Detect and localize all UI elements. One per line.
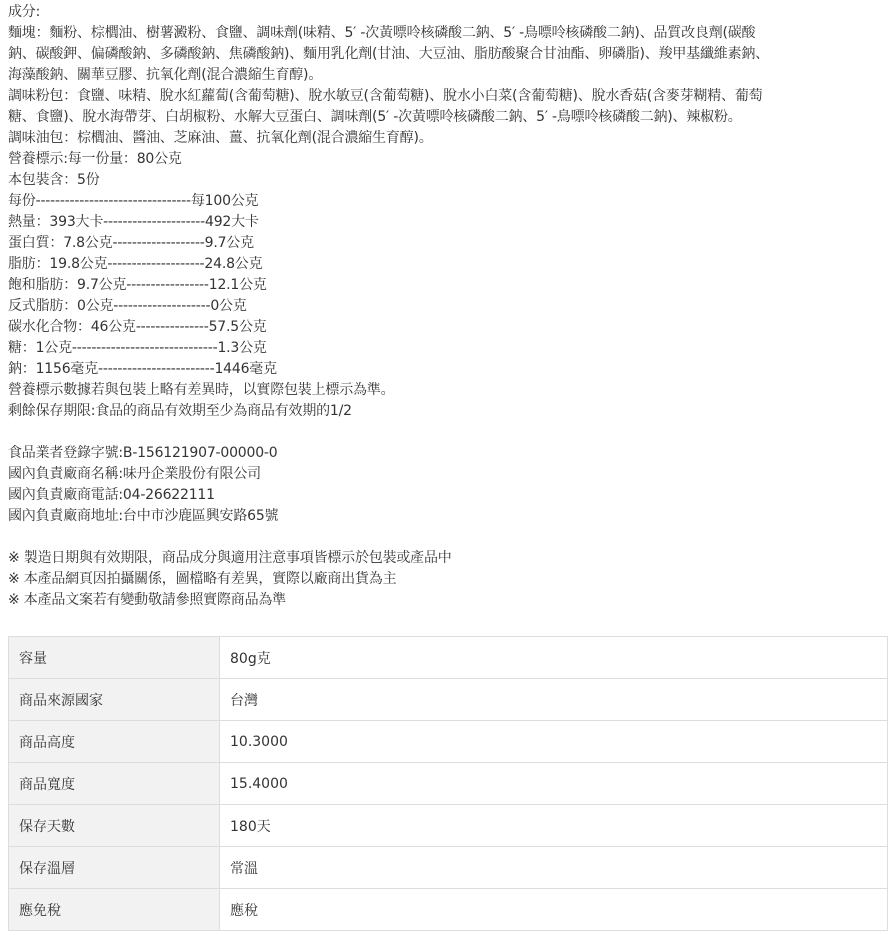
spec-value-tax-status: 應稅 <box>220 889 888 931</box>
product-description <box>8 0 882 611</box>
noodle-ingredients-line: 鈉、碳酸鉀、偏磷酸鈉、多磷酸鈉、焦磷酸鈉)、麵用乳化劑(甘油、大豆油、脂肪酸聚合甘油酯、卵磷脂)、羧甲基纖維素鈉、 <box>8 46 769 62</box>
table-row <box>9 763 888 805</box>
food-business-registration: 食品業者登錄字號:B-156121907-00000-0 <box>8 445 278 461</box>
spacer <box>8 422 882 443</box>
shelf-life-note: 剩餘保存期限:食品的商品有效期至少為商品有效期的1/2 <box>8 403 352 419</box>
nutrition-servings-per-pack: 本包裝含：5份 <box>8 172 100 188</box>
ingredients-heading: 成分: <box>8 4 41 20</box>
table-row <box>9 721 888 763</box>
seasoning-powder-line: 調味粉包：食鹽、味精、脫水紅蘿蔔(含葡萄糖)、脫水敏豆(含葡萄糖)、脫水小白菜(含葡萄糖)、脫水香菇(含麥芽糊精、葡萄 <box>8 88 763 104</box>
table-row <box>9 679 888 721</box>
manufacturer-name: 國內負責廠商名稱:味丹企業股份有限公司 <box>8 466 261 482</box>
noodle-ingredients-line: 海藻酸鈉、關華豆膠、抗氧化劑(混合濃縮生育醇)。 <box>8 67 323 83</box>
spacer <box>8 527 882 548</box>
table-row <box>9 637 888 679</box>
nutrition-saturated-fat-row: 飽和脂肪：9.7公克-----------------12.1公克 <box>8 277 267 293</box>
notice-line: ※ 製造日期與有效期限，商品成分與適用注意事項皆標示於包裝或產品中 <box>8 550 452 566</box>
nutrition-sodium-row: 鈉：1156毫克------------------------1446毫克 <box>8 361 277 377</box>
spec-label-storage-temperature: 保存溫層 <box>9 847 220 889</box>
notice-line: ※ 本產品文案若有變動敬請參照實際商品為準 <box>8 592 286 608</box>
spec-table <box>8 636 888 931</box>
nutrition-disclaimer: 營養標示數據若與包裝上略有差異時，以實際包裝上標示為準。 <box>8 382 395 398</box>
nutrition-header-row: 每份--------------------------------每100公克 <box>8 193 259 209</box>
table-row <box>9 805 888 847</box>
spec-value-capacity: 80g克 <box>220 637 888 679</box>
spec-value-height: 10.3000 <box>220 721 888 763</box>
notice-line: ※ 本產品網頁因拍攝關係，圖檔略有差異，實際以廠商出貨為主 <box>8 571 397 587</box>
nutrition-serving-size: 營養標示:每一份量：80公克 <box>8 151 182 167</box>
spec-value-storage-days: 180天 <box>220 805 888 847</box>
spec-value-storage-temperature: 常溫 <box>220 847 888 889</box>
noodle-ingredients-line: 麵塊：麵粉、棕櫚油、樹薯澱粉、食鹽、調味劑(味精、5′ -次黃嘌呤核磷酸二鈉、5′ -鳥嘌呤核磷酸二鈉)、品質改良劑(碳酸 <box>8 25 756 41</box>
spec-label-origin-country: 商品來源國家 <box>9 679 220 721</box>
nutrition-calories-row: 熱量：393大卡---------------------492大卡 <box>8 214 259 230</box>
spec-label-capacity: 容量 <box>9 637 220 679</box>
seasoning-oil-line: 調味油包：棕櫚油、醬油、芝麻油、薑、抗氧化劑(混合濃縮生育醇)。 <box>8 130 433 146</box>
spec-label-tax-status: 應免稅 <box>9 889 220 931</box>
spec-value-width: 15.4000 <box>220 763 888 805</box>
nutrition-protein-row: 蛋白質：7.8公克-------------------9.7公克 <box>8 235 254 251</box>
manufacturer-phone: 國內負責廠商電話:04-26622111 <box>8 487 215 503</box>
nutrition-trans-fat-row: 反式脂肪：0公克--------------------0公克 <box>8 298 247 314</box>
manufacturer-address: 國內負責廠商地址:台中市沙鹿區興安路65號 <box>8 508 279 524</box>
spec-label-height: 商品高度 <box>9 721 220 763</box>
spec-label-width: 商品寬度 <box>9 763 220 805</box>
spec-label-storage-days: 保存天數 <box>9 805 220 847</box>
nutrition-sugar-row: 糖：1公克------------------------------1.3公克 <box>8 340 267 356</box>
spec-value-origin-country: 台灣 <box>220 679 888 721</box>
table-row <box>9 889 888 931</box>
seasoning-powder-line: 糖、食鹽)、脫水海帶芽、白胡椒粉、水解大豆蛋白、調味劑(5′ -次黃嘌呤核磷酸二鈉、5′ -鳥嘌呤核磷酸二鈉)、辣椒粉。 <box>8 109 742 125</box>
nutrition-fat-row: 脂肪：19.8公克--------------------24.8公克 <box>8 256 263 272</box>
nutrition-carbohydrate-row: 碳水化合物：46公克---------------57.5公克 <box>8 319 267 335</box>
table-row <box>9 847 888 889</box>
